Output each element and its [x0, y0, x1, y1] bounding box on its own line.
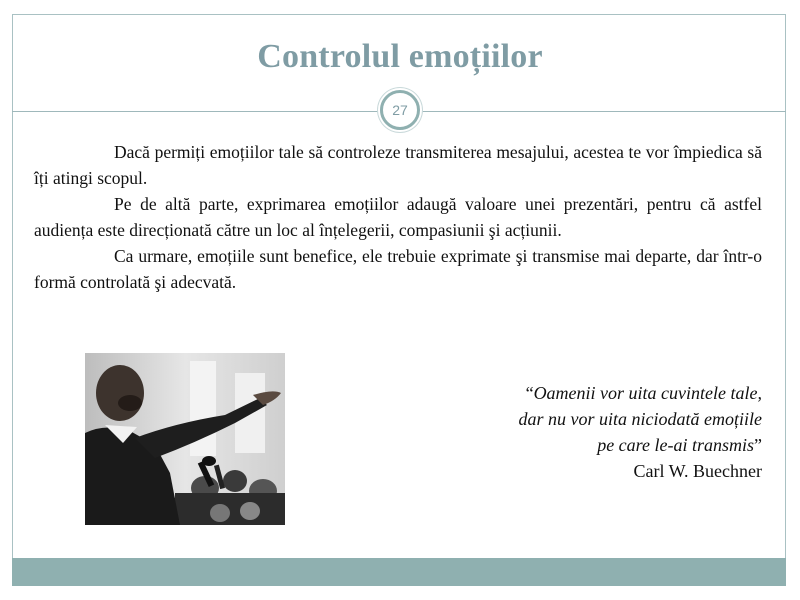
body-paragraph-1: Dacă permiți emoțiilor tale să controleze transmiterea mesajului, acestea te vor împiedica să îți atingi scopul. — [34, 142, 762, 188]
bottom-accent-bar — [12, 558, 786, 586]
page-number-badge: 27 — [380, 90, 420, 130]
quote-block — [430, 380, 762, 484]
speaker-photo — [85, 353, 285, 525]
quote-line-3-text: pe care le-ai transmis — [597, 435, 754, 455]
quote-line-2: dar nu vor uita niciodată emoțiile — [518, 409, 762, 429]
speaker-photo-icon — [85, 353, 285, 525]
quote-author: Carl W. Buechner — [633, 461, 762, 481]
body-paragraph-2: Pe de altă parte, exprimarea emoțiilor adaugă valoare unei prezentări, pentru că astfel audiența este direcționată către un loc al înțelegerii, compasiunii şi acțiunii. — [34, 194, 762, 240]
body-paragraph-3: Ca urmare, emoțiile sunt benefice, ele trebuie exprimate şi transmise mai departe, dar într-o formă controlată şi adecvată. — [34, 246, 762, 292]
quote-close-mark: ” — [754, 435, 762, 455]
quote-line-1-text: Oamenii vor uita cuvintele tale, — [533, 383, 762, 403]
quote-line-3 — [430, 432, 762, 458]
quote-line-1 — [430, 380, 762, 406]
quote-open-mark: “ — [525, 383, 534, 403]
slide-title: Controlul emoțiilor — [257, 38, 543, 75]
body-text — [34, 139, 762, 295]
